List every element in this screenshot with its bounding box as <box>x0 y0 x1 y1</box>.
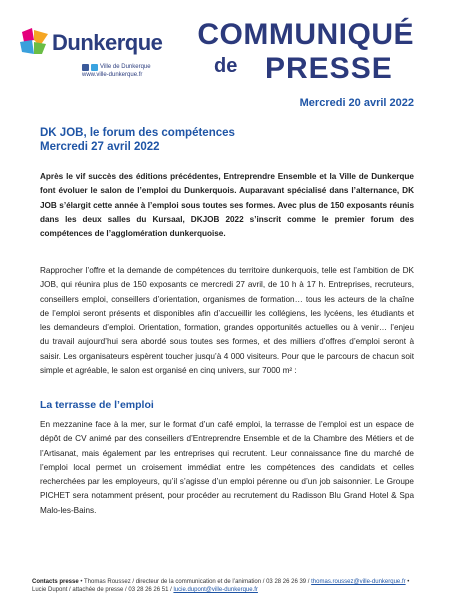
communique-heading: COMMUNIQUÉ <box>197 18 414 51</box>
contacts-label: Contacts presse <box>32 579 79 585</box>
email-lucie-link[interactable]: lucie.dupont@ville-dunkerque.fr <box>173 587 258 593</box>
social-links <box>82 63 151 79</box>
document-title: DK JOB, le forum des compétences <box>40 127 235 139</box>
email-thomas-link[interactable]: thomas.roussez@ville-dunkerque.fr <box>311 579 406 585</box>
release-date: Mercredi 20 avril 2022 <box>299 97 414 109</box>
lead-paragraph: Après le vif succès des éditions précédentes, Entreprendre Ensemble et la Ville de Dunkerque font évoluer le salon de l’emploi du Dunkerquois. Auparavant spécialisé dans l’alternance, DK JOB s’élargit cette année à l’emploi sous toutes ses formes. Avec plus de 150 exposants réunis dans les deux salles du Kursaal, DKJOB 2022 s’inscrit comme le premier forum des compétences de l’agglomération dunkerquoise. <box>40 172 414 239</box>
body-paragraph: Rapprocher l’offre et la demande de compétences du territoire dunkerquois, telle est l’ambition de DK JOB, qui réunira plus de 150 exposants ce mercredi 27 avril, de 10 h à 17 h. Entreprises, recruteurs, conseillers emploi, conseillers d’orientation, organismes de formation… tous les acteurs de la chaîne de l’emploi seront présents et disponibles afin d’accueillir les collégiens, les lycéens, les étudiants et les demandeurs d’emploi. Orientation, formation, grandes opportunités actuelles ou à venir… l’enjeu du travail aujourd’hui sera abordé sous toutes ses formes, et des milliers d’offres d’emploi seront à saisir. Les organisateurs espèrent toucher jusqu’à 4 000 visiteurs. Pour que le parcours de chacun soit simple et agréable, le salon est organisé en cinq univers, sur 7000 m² : <box>40 266 414 376</box>
social-handle: Ville de Dunkerque <box>100 64 151 70</box>
section-heading: La terrasse de l’emploi <box>40 399 154 411</box>
website-link[interactable]: www.ville-dunkerque.fr <box>82 72 143 78</box>
logo-text: Dunkerque <box>52 30 163 55</box>
dunkerque-logo <box>18 26 163 60</box>
dunkerque-logo-mark-icon <box>18 26 54 56</box>
de-word: de <box>214 55 238 77</box>
section-paragraph: En mezzanine face à la mer, sur le format d’un café emploi, la terrasse de l’emploi est un espace de dépôt de CV animé par des conseillers d’Entreprendre Ensemble et de la Chambre des Métiers et de l’Artisanat, mais également par les entreprises qui recrutent. Leur connaissance fine du marché de l’emploi local permet un croisement immédiat entre les compétences des candidats et celles recherchées par les employeurs, qu’il s’agisse d’un emploi pérenne ou d’un job saisonnier. Le Groupe PICHET sera notamment présent, pour procéder au recrutement du Radisson Blu Grand Hotel & Spa Malo-les-Bains. <box>40 420 414 515</box>
press-contacts <box>32 578 422 594</box>
contact-thomas: • Thomas Roussez / directeur de la communication et de l’animation / 03 28 26 26 39 / <box>78 579 312 585</box>
facebook-icon[interactable] <box>82 64 89 71</box>
twitter-icon[interactable] <box>91 64 98 71</box>
event-date: Mercredi 27 avril 2022 <box>40 141 160 153</box>
contact-lucie: • Lucie Dupont / attachée de presse / 03 28 26 26 51 / <box>32 579 410 593</box>
presse-heading: PRESSE <box>265 52 393 85</box>
